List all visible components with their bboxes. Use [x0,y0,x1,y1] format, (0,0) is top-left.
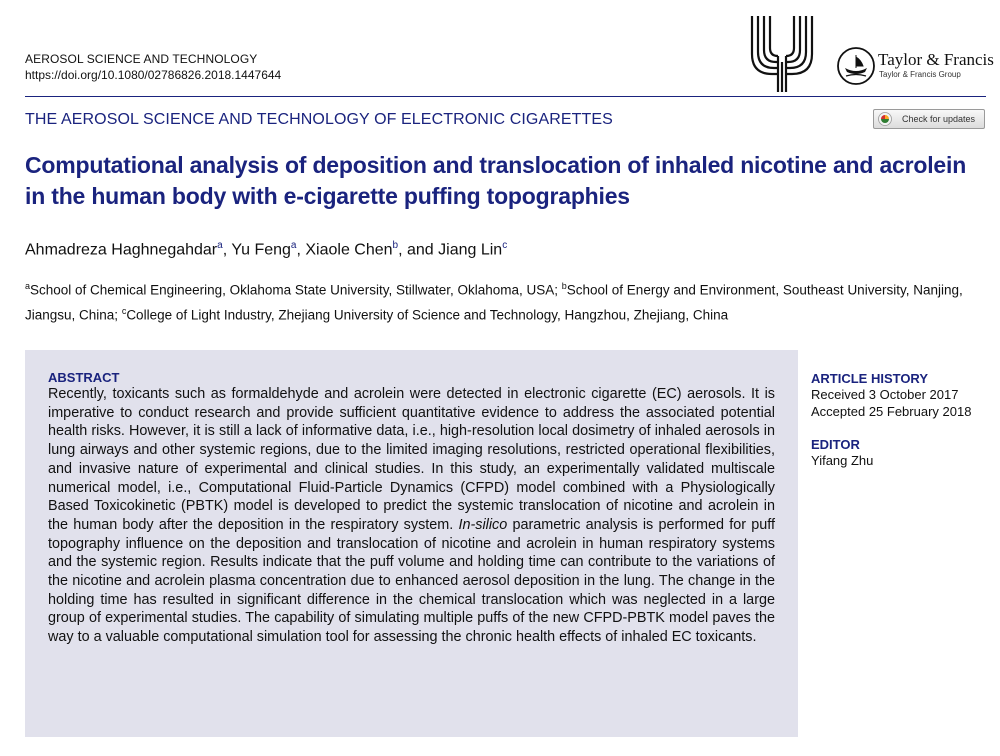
author-affil-marker: a [217,240,223,251]
author-name[interactable]: Jiang Lin [438,241,503,259]
header-divider [25,96,986,97]
received-date: Received 3 October 2017 [811,387,959,402]
abstract-text-part: parametric analysis is performed for puff topography influence on the deposition and translocation of nicotine and acrolein in human respiratory systems and the systemic region. Results indicate that the puff volume and holding time can contribute to the variations of the nicotine and acrolein plasma concentration due to enhanced aerosol deposition in the lung. The change in the holding time has resulted in significant difference in the chemical translocation which was neglected in a large group of experimental studies. The capability of simulating multiple puffs of the new CFPD-PBTK model paves the way to a valuable computational simulation tool for assessing the chronic health effects of inhaled EC toxicants. [48,516,775,646]
affiliation-text: College of Light Industry, Zhejiang University of Science and Technology, Hangzhou, Zhejiang, China [126,307,729,322]
editor-block [811,437,991,469]
author-name[interactable]: Yu Feng [231,241,291,259]
affiliation-text: School of Chemical Engineering, Oklahoma State University, Stillwater, Oklahoma, USA; [30,282,562,298]
check-for-updates-button[interactable] [873,109,985,129]
accepted-date: Accepted 25 February 2018 [811,404,972,419]
abstract-heading: ABSTRACT [48,370,120,385]
journal-name: AEROSOL SCIENCE AND TECHNOLOGY [25,52,258,66]
article-title: Computational analysis of deposition and translocation of inhaled nicotine and acrolein in the human body with e-cigarette puffing topographies [25,152,967,209]
section-title: THE AEROSOL SCIENCE AND TECHNOLOGY OF ELECTRONIC CIGARETTES [25,111,613,128]
check-updates-icon [878,112,892,126]
publisher-logo-icon[interactable] [836,46,876,86]
editor-heading: EDITOR [811,437,860,452]
affiliation-marker: b [561,281,567,291]
abstract-text [48,385,775,647]
author-separator: , and [398,241,439,259]
author-affil-marker: a [290,240,297,251]
affiliation-marker: a [25,281,31,291]
publisher-name: Taylor & Francis [878,50,994,69]
affiliation-marker: c [121,305,127,316]
doi-link[interactable]: https://doi.org/10.1080/02786826.2018.1447644 [25,68,282,82]
editor-name: Yifang Zhu [811,453,874,468]
journal-logo-icon [748,14,816,94]
author-list [25,240,507,259]
author-separator: , [222,241,232,259]
article-history-heading: ARTICLE HISTORY [811,371,929,386]
abstract-text-part: Recently, toxicants such as formaldehyde and acrolein were detected in electronic cigarette (EC) aerosols. It is imperative to conduct research and provide sufficient quantitative evidence to address the associated potential health risks. However, it is still a lack of informative data, i.e., high-resolution local dosimetry of inhaled aerosols in lung airways and other systemic regions, due to the limited imaging resolutions, restricted operational flexibilities, and invasive nature of experimental and clinical studies. In this study, an experimentally validated multiscale numerical model, i.e., Computational Fluid-Particle Dynamics (CFPD) model combined with a Physiologically Based Toxicokinetic (PBTK) model is developed to predict the systemic translocation of nicotine and acrolein in the human body after the deposition in the respiratory system. [48,386,775,533]
author-affil-marker: c [502,240,508,251]
abstract-italic-term: In-silico [458,516,508,533]
publisher-group: Taylor & Francis Group [879,70,961,79]
affiliations [25,276,985,325]
abstract-box [25,350,798,737]
author-name[interactable]: Xiaole Chen [305,241,393,259]
author-separator: , [296,241,306,259]
author-name[interactable]: Ahmadreza Haghnegahdar [25,241,218,259]
check-updates-label: Check for updates [902,114,976,124]
article-history [811,371,991,420]
affiliation-text: School of Energy and Environment, Southeast University, Nanjing, Jiangsu, China; [25,282,963,322]
author-affil-marker: b [392,240,399,251]
